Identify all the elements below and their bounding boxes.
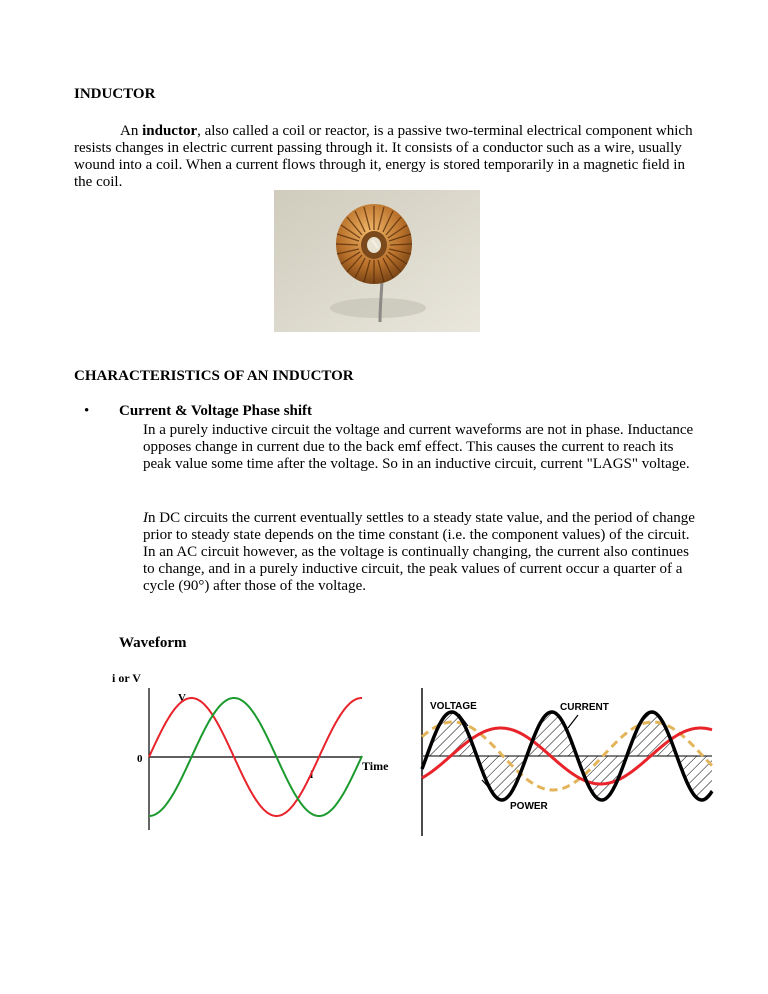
x-axis-label: Time xyxy=(362,759,389,773)
intro-term: inductor xyxy=(142,123,198,139)
power-label: POWER xyxy=(510,801,548,812)
voltage-current-waveform-figure xyxy=(110,668,400,838)
power-waveform-figure xyxy=(418,688,714,838)
phase-shift-heading: Current & Voltage Phase shift xyxy=(119,403,313,419)
y-axis-label: i or V xyxy=(112,671,141,685)
bullet-marker: • xyxy=(84,403,90,419)
voltage-label: VOLTAGE xyxy=(430,701,477,712)
waveform-heading: Waveform xyxy=(119,635,187,651)
page-title: INDUCTOR xyxy=(74,86,156,102)
current-pointer xyxy=(568,715,578,728)
current-label: CURRENT xyxy=(560,702,609,713)
voltage-curve-label: V xyxy=(178,692,186,704)
characteristics-heading: CHARACTERISTICS OF AN INDUCTOR xyxy=(74,368,354,384)
drop-initial: I xyxy=(143,510,148,526)
origin-label: 0 xyxy=(137,753,143,765)
intro-lead: An xyxy=(120,123,143,139)
phase-shift-paragraph-1: In a purely inductive circuit the voltage and current waveforms are not in phase. Inductance opposes change in current due to the back emf effect. This causes the current to reach its peak value some time after the voltage. So in an inductive circuit, current "LAGS" voltage. xyxy=(143,422,694,472)
phase-shift-paragraph-2 xyxy=(143,510,703,595)
phase-shift-paragraph-2-text: n DC circuits the current eventually settles to a steady state value, and the period of change prior to steady state depends on the time constant (i.e. the component values) of the circuit. In an AC circuit however, as the voltage is continually changing, the current also continues to change, and in a purely inductive circuit, the peak values of current occur a quarter of a cycle (90°) after those of the voltage. xyxy=(143,510,695,594)
intro-paragraph xyxy=(74,123,704,191)
intro-rest: , also called a coil or reactor, is a passive two-terminal electrical component which resists changes in electric current passing through it. It consists of a conductor such as a wire, usually wound into a coil. When a current flows through it, energy is stored temporarily in a magnetic field in the coil. xyxy=(74,123,693,190)
toroidal-inductor-photo xyxy=(274,190,480,332)
current-curve-label: i xyxy=(310,769,314,781)
